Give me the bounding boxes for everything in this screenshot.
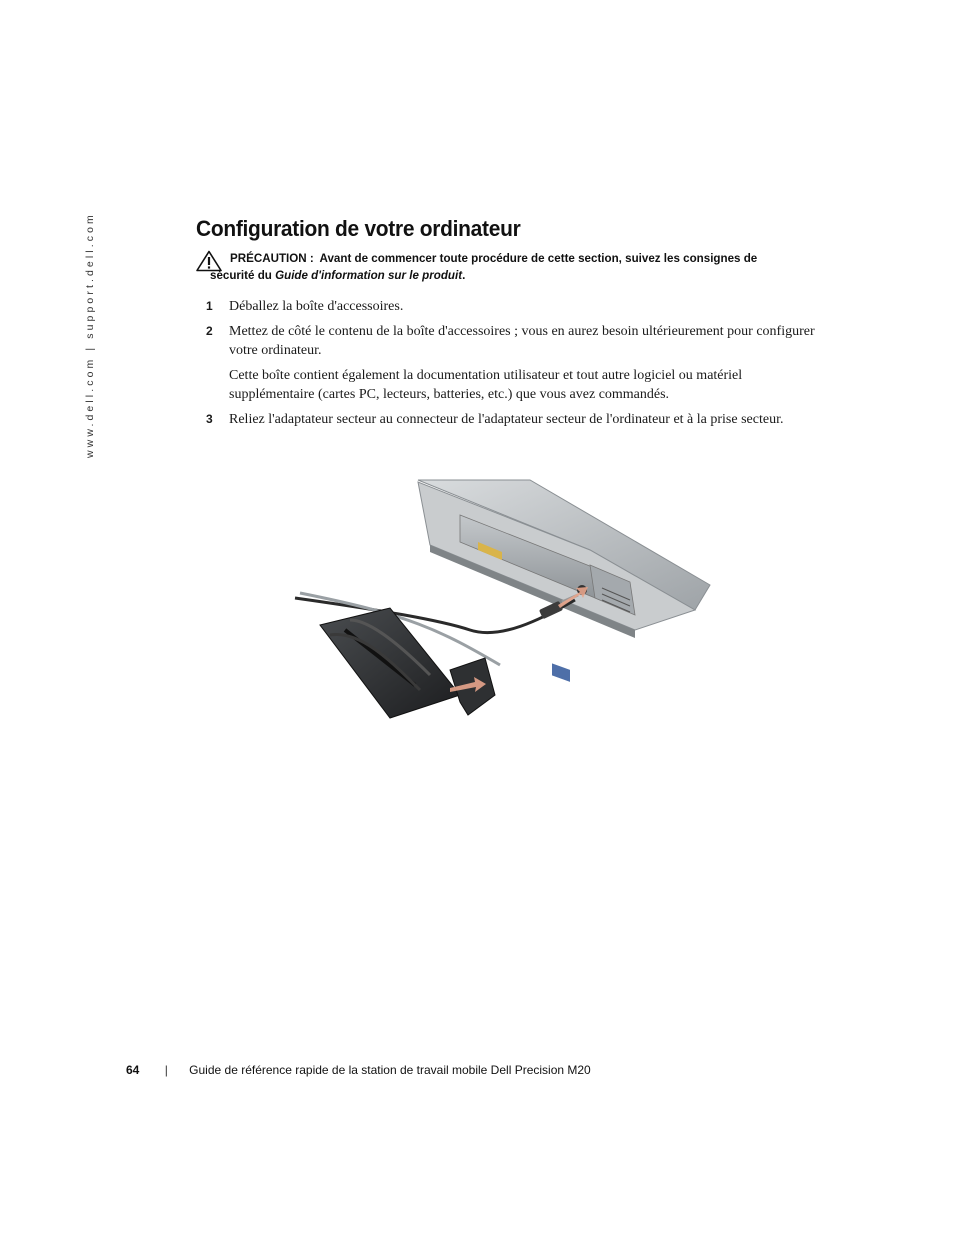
caution-label: PRÉCAUTION : (230, 252, 314, 265)
ac-adapter-illustration (290, 470, 720, 735)
step-text: Reliez l'adaptateur secteur au connecteur de l'adaptateur secteur de l'ordinateur et à la prise secteur. (229, 412, 784, 427)
step-1 (206, 297, 816, 316)
page-footer (126, 1063, 591, 1077)
caution-triangle-icon (196, 250, 222, 272)
page-number: 64 (126, 1063, 140, 1077)
step-number: 2 (206, 324, 213, 338)
laptop-rear-view (418, 480, 710, 682)
step-number: 1 (206, 299, 213, 313)
page-title: Configuration de votre ordinateur (196, 216, 521, 241)
step-text-detail: Cette boîte contient également la documentation utilisateur et tout autre logiciel ou matériel supplémentaire (cartes PC, lecteurs, batteries, etc.) que vous avez commandés. (229, 368, 743, 402)
steps-list (206, 297, 816, 435)
caution-period: . (462, 269, 466, 282)
step-3 (206, 410, 816, 429)
caution-notice (196, 250, 816, 284)
step-text: Mettez de côté le contenu de la boîte d'accessoires ; vous en aurez besoin ultérieurement pour configurer votre ordinateur. (229, 324, 815, 358)
caution-text-part1: Avant de commencer toute procédure de cette section, suivez les consignes de (319, 252, 758, 265)
footer-separator: | (164, 1063, 168, 1077)
step-number: 3 (206, 412, 213, 426)
ac-adapter-brick (320, 608, 460, 718)
caution-guide-title: Guide d'information sur le produit (275, 269, 463, 282)
caution-line-2 (210, 267, 816, 284)
footer-guide-title: Guide de référence rapide de la station de travail mobile Dell Precision M20 (189, 1063, 591, 1077)
caution-text-part2: sécurité du (210, 269, 272, 282)
caution-line-1 (230, 250, 816, 267)
step-2 (206, 322, 816, 404)
step-text: Déballez la boîte d'accessoires. (229, 299, 404, 314)
sidebar-url: www.dell.com | support.dell.com (84, 212, 96, 458)
